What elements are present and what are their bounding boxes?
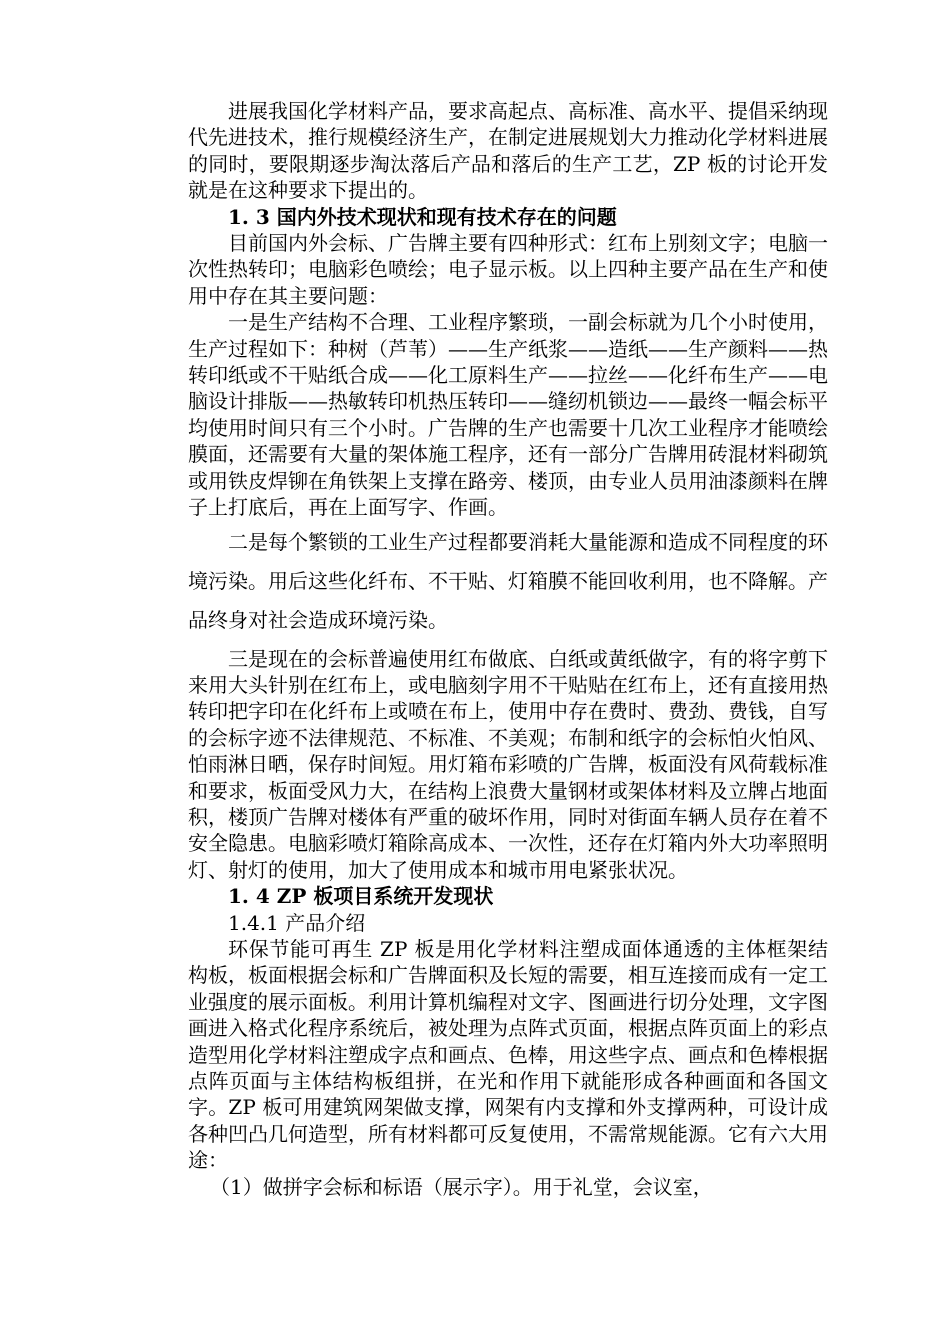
list-item-1: （1）做拼字会标和标语（展示字）。用于礼堂，会议室， <box>210 1174 713 1199</box>
section-heading-1-4: 1. 4 ZP 板项目系统开发现状 <box>228 884 494 909</box>
paragraph-forms: 目前国内外会标、广告牌主要有四种形式：红布上别刻文字；电脑一次性热转印；电脑彩色喷绘；电子显示板。以上四种主要产品在生产和使用中存在其主要问题： <box>188 231 828 308</box>
paragraph-product-intro: 环保节能可再生 ZP 板是用化学材料注塑成面体通透的主体框架结构板，板面根据会标和广告牌面积及长短的需要，相互连接而成有一定工业强度的展示面板。利用计算机编程对文字、图画进行切分处理，文字图画进入格式化程序系统后，被处理为点阵式页面，根据点阵页面上的彩点造型用化学材料注塑成字点和画点、色棒，用这些字点、画点和色棒根据点阵页面与主体结构板组拼，在光和作用下就能形成各种画面和各国文字。ZP 板可用建筑网架做支撑，网架有内支撑和外支撑两种，可设计成各种凹凸几何造型，所有材料都可反复使用，不需常规能源。它有六大用途： <box>188 936 828 1173</box>
subsection-heading-1-4-1: 1.4.1 产品介绍 <box>228 910 366 935</box>
paragraph-intro: 进展我国化学材料产品，要求高起点、高标准、高水平、提倡采纳现代先进技术，推行规模经济生产，在制定进展规划大力推动化学材料进展的同时，要限期逐步淘汰落后产品和落后的生产工艺，ZP 板的讨论开发就是在这种要求下提出的。 <box>188 99 828 203</box>
paragraph-problem-two: 二是每个繁锁的工业生产过程都要消耗大量能源和造成不同程度的环境污染。用后这些化纤布、不干贴、灯箱膜不能回收利用，也不降解。产品终身对社会造成环境污染。 <box>188 529 828 632</box>
section-heading-1-3: 1. 3 国内外技术现状和现有技术存在的问题 <box>228 204 617 229</box>
paragraph-problem-three: 三是现在的会标普遍使用红布做底、白纸或黄纸做字，有的将字剪下来用大头针别在红布上，或电脑刻字用不干贴贴在红布上，还有直接用热转印把字印在化纤布上或喷在布上，使用中存在费时、费劲、费钱，自写的会标字迹不法律规范、不标准、不美观；布制和纸字的会标怕火怕风、怕雨淋日晒，保存时间短。用灯箱布彩喷的广告牌，板面没有风荷载标准和要求，板面受风力大，在结构上浪费大量钢材或架体材料及立牌占地面积，楼顶广告牌对楼体有严重的破坏作用，同时对街面车辆人员存在着不安全隐患。电脑彩喷灯箱除高成本、一次性，还存在灯箱内外大功率照明灯、射灯的使用，加大了使用成本和城市用电紧张状况。 <box>188 646 828 882</box>
paragraph-problem-one: 一是生产结构不合理、工业程序繁琐，一副会标就为几个小时使用，生产过程如下：种树（芦苇）——生产纸浆——造纸——生产颜料——热转印纸或不干贴纸合成——化工原料生产——拉丝——化纤布生产——电脑设计排版——热敏转印机热压转印——缝纫机锁边——最终一幅会标平均使用时间只有三个小时。广告牌的生产也需要十几次工业程序才能喷绘膜面，还需要有大量的架体施工程序，还有一部分广告牌用砖混材料砌筑或用铁皮焊铆在角铁架上支撑在路旁、楼顶，由专业人员用油漆颜料在牌子上打底后，再在上面写字、作画。 <box>188 310 828 520</box>
document-page <box>188 98 828 1200</box>
